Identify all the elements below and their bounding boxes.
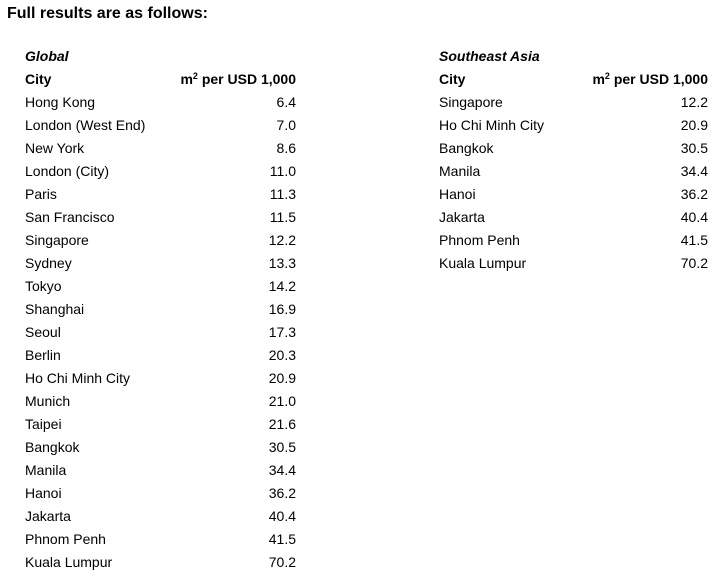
global-row-city: Taipei xyxy=(25,416,62,432)
global-table-header xyxy=(25,69,296,92)
global-table-row xyxy=(25,230,296,253)
global-row-city: Jakarta xyxy=(25,508,71,524)
global-row-value: 30.5 xyxy=(268,439,296,455)
global-table-row xyxy=(25,207,296,230)
global-row-city: London (City) xyxy=(25,163,110,179)
global-col-value-base: m xyxy=(180,71,193,87)
global-row-value: 11.5 xyxy=(269,209,296,225)
global-table-row xyxy=(25,345,296,368)
southeast-asia-row-value: 20.9 xyxy=(680,117,708,133)
global-row-value: 8.6 xyxy=(276,140,296,156)
global-row-value: 36.2 xyxy=(268,485,296,501)
southeast-asia-row-city: Kuala Lumpur xyxy=(439,255,527,271)
southeast-asia-row-city: Ho Chi Minh City xyxy=(439,117,545,133)
global-table-row xyxy=(25,322,296,345)
global-table-row xyxy=(25,92,296,115)
global-row-value: 17.3 xyxy=(268,324,296,340)
southeast-asia-row-value: 36.2 xyxy=(680,186,708,202)
global-table-row xyxy=(25,460,296,483)
southeast-asia-table-row xyxy=(439,115,708,138)
global-row-value: 20.3 xyxy=(268,347,296,363)
southeast-asia-row-city: Phnom Penh xyxy=(439,232,520,248)
global-table-row xyxy=(25,414,296,437)
southeast-asia-table-title: Southeast Asia xyxy=(439,48,540,64)
global-col-city-header: City xyxy=(25,71,52,87)
global-row-city: Seoul xyxy=(25,324,61,340)
global-row-value: 12.2 xyxy=(268,232,296,248)
southeast-asia-table-row xyxy=(439,253,708,276)
global-row-value: 6.4 xyxy=(276,94,296,110)
southeast-asia-table-row xyxy=(439,230,708,253)
global-table-row xyxy=(25,368,296,391)
southeast-asia-row-city: Bangkok xyxy=(439,140,494,156)
global-row-city: Hanoi xyxy=(25,485,62,501)
global-table-row xyxy=(25,253,296,276)
global-col-value-sup: 2 xyxy=(192,71,198,81)
southeast-asia-table-body xyxy=(439,92,708,276)
global-row-value: 40.4 xyxy=(268,508,296,524)
southeast-asia-row-value: 40.4 xyxy=(680,209,708,225)
southeast-asia-col-value-header xyxy=(592,69,708,92)
global-table-row xyxy=(25,529,296,552)
global-row-value: 16.9 xyxy=(268,301,296,317)
global-row-city: San Francisco xyxy=(25,209,115,225)
global-row-city: Manila xyxy=(25,462,67,478)
global-row-value: 14.2 xyxy=(268,278,296,294)
global-row-city: Kuala Lumpur xyxy=(25,554,113,570)
global-row-city: Shanghai xyxy=(25,301,85,317)
global-col-value-rest: per USD 1,000 xyxy=(197,71,296,87)
global-row-value: 70.2 xyxy=(268,554,296,570)
global-row-value: 11.3 xyxy=(269,186,296,202)
global-row-city: Bangkok xyxy=(25,439,80,455)
global-row-city: Phnom Penh xyxy=(25,531,106,547)
global-row-value: 21.0 xyxy=(268,393,296,409)
southeast-asia-row-value: 41.5 xyxy=(680,232,708,248)
southeast-asia-row-value: 34.4 xyxy=(680,163,708,179)
global-table-row xyxy=(25,138,296,161)
global-table-row xyxy=(25,184,296,207)
southeast-asia-row-value: 30.5 xyxy=(680,140,708,156)
southeast-asia-row-value: 70.2 xyxy=(680,255,708,271)
global-row-city: Singapore xyxy=(25,232,89,248)
global-table-body xyxy=(25,92,296,575)
global-row-city: Ho Chi Minh City xyxy=(25,370,131,386)
southeast-asia-row-city: Manila xyxy=(439,163,481,179)
global-table-row xyxy=(25,391,296,414)
global-row-city: London (West End) xyxy=(25,117,146,133)
global-table-row xyxy=(25,299,296,322)
southeast-asia-table-row xyxy=(439,161,708,184)
southeast-asia-col-value-sup: 2 xyxy=(604,71,610,81)
global-table-row xyxy=(25,552,296,575)
global-table-row xyxy=(25,161,296,184)
southeast-asia-row-value: 12.2 xyxy=(680,94,708,110)
global-row-city: Tokyo xyxy=(25,278,62,294)
southeast-asia-row-city: Singapore xyxy=(439,94,503,110)
southeast-asia-table-header xyxy=(439,69,708,92)
southeast-asia-row-city: Jakarta xyxy=(439,209,485,225)
global-row-value: 20.9 xyxy=(268,370,296,386)
southeast-asia-table xyxy=(439,46,708,276)
southeast-asia-col-value-rest: per USD 1,000 xyxy=(609,71,708,87)
global-row-value: 21.6 xyxy=(268,416,296,432)
global-row-value: 13.3 xyxy=(268,255,296,271)
global-table-row xyxy=(25,276,296,299)
global-row-city: Hong Kong xyxy=(25,94,96,110)
global-table-title: Global xyxy=(25,48,69,64)
global-row-value: 7.0 xyxy=(276,117,296,133)
global-table-row xyxy=(25,483,296,506)
global-table xyxy=(25,46,296,575)
global-row-value: 11.0 xyxy=(269,163,296,179)
southeast-asia-table-row xyxy=(439,184,708,207)
global-row-value: 41.5 xyxy=(268,531,296,547)
southeast-asia-table-row xyxy=(439,207,708,230)
global-row-city: Munich xyxy=(25,393,71,409)
global-col-value-header xyxy=(180,69,296,92)
southeast-asia-table-row xyxy=(439,92,708,115)
global-table-row xyxy=(25,115,296,138)
southeast-asia-col-city-header: City xyxy=(439,71,466,87)
global-row-city: Sydney xyxy=(25,255,72,271)
global-table-row xyxy=(25,437,296,460)
global-row-city: Berlin xyxy=(25,347,61,363)
global-table-row xyxy=(25,506,296,529)
global-row-city: Paris xyxy=(25,186,57,202)
southeast-asia-table-row xyxy=(439,138,708,161)
southeast-asia-col-value-base: m xyxy=(592,71,605,87)
global-row-value: 34.4 xyxy=(268,462,296,478)
southeast-asia-row-city: Hanoi xyxy=(439,186,476,202)
global-row-city: New York xyxy=(25,140,85,156)
page-heading: Full results are as follows: xyxy=(7,5,208,22)
